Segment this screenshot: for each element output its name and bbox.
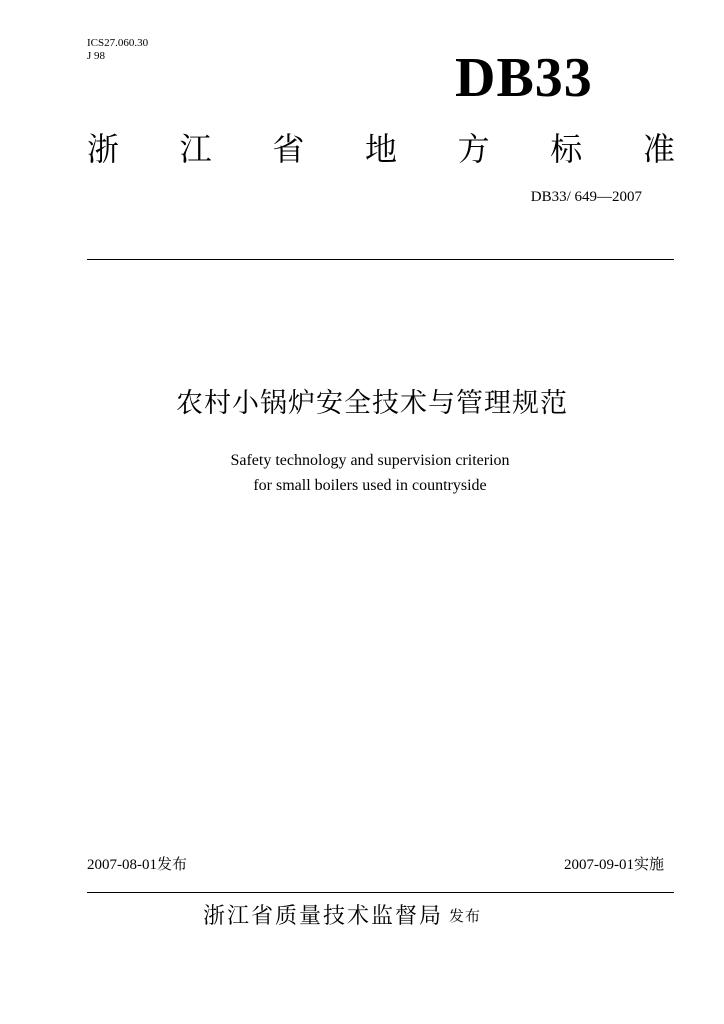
standard-type-char: 江 (179, 130, 212, 168)
ics-code: ICS27.060.30 (87, 37, 149, 49)
implementation-label: 实施 (633, 855, 664, 873)
publisher-name: 浙江省质量技术监督局 (203, 904, 444, 929)
publisher-line (203, 900, 481, 933)
issue-date-line (87, 854, 187, 875)
standard-type-char: 地 (364, 130, 397, 168)
document-title-english-line1: Safety technology and supervision criterion (230, 452, 510, 469)
bottom-divider (87, 892, 674, 893)
standard-type-char: 浙 (87, 130, 120, 168)
top-divider (87, 259, 674, 260)
standard-type-char: 方 (457, 130, 490, 168)
db-logo: DB33 (455, 47, 593, 109)
standard-number: DB33/ 649—2007 (530, 189, 642, 205)
document-title-chinese: 农村小锅炉安全技术与管理规范 (176, 388, 568, 419)
implementation-date: 2007-09-01 (563, 857, 634, 873)
implementation-date-line (564, 854, 664, 875)
standard-type-char: 标 (550, 130, 583, 168)
standard-type-heading (87, 130, 675, 168)
standard-type-char: 准 (642, 130, 675, 168)
standard-type-char: 省 (272, 130, 305, 168)
issue-date: 2007-08-01 (87, 857, 157, 873)
issue-label: 发布 (157, 855, 188, 873)
classification-code: J 98 (87, 50, 106, 62)
document-title-english-line2: for small boilers used in countryside (253, 477, 487, 494)
publisher-suffix: 发布 (449, 907, 482, 925)
